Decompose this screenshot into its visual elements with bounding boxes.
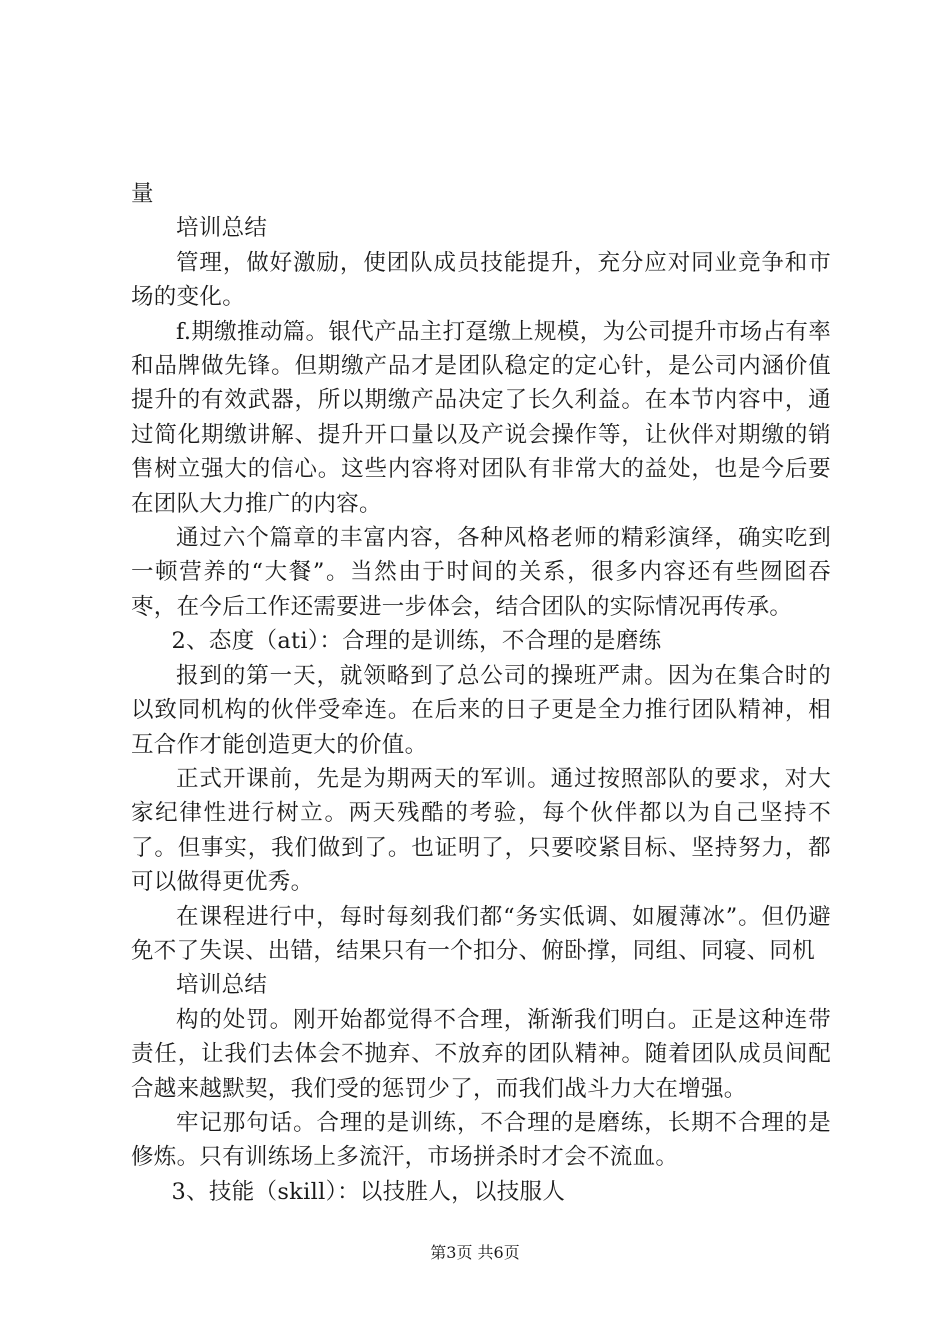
section-label-training-summary: 培训总结 xyxy=(176,215,268,242)
paragraph-course-progress: 在课程进行中，每时每刻我们都“务实低调、如履薄冰”。但仍避免不了失误、出错，结果只有一个扣分、俯卧撑，同组、同寝、同机 xyxy=(131,903,831,964)
page-footer: 第3页 共6页 xyxy=(430,1243,520,1262)
heading-attitude: 2、态度（ati）：合理的是训练，不合理的是磨练 xyxy=(171,628,662,655)
paragraph-punishment: 构的处罚。刚开始都觉得不合理，渐渐我们明白。正是这种连带责任，让我们去体会不抛弃、不放弃的团队精神。随着团队成员间配合越来越默契，我们受的惩罚少了，而我们战斗力大在增强。 xyxy=(131,1006,831,1102)
paragraph-military-training: 正式开课前，先是为期两天的军训。通过按照部队的要求，对大家纪律性进行树立。两天残酷的考验，每个伙伴都以为自己坚持不了。但事实，我们做到了。也证明了，只要咬紧目标、坚持努力，都可以做得更优秀。 xyxy=(131,765,831,896)
paragraph-periodic-payment: f.期缴推动篇。银代产品主打趸缴上规模，为公司提升市场占有率和品牌做先锋。但期缴产品才是团队稳定的定心针，是公司内涵价值提升的有效武器，所以期缴产品决定了长久利益。在本节内容中，通过简化期缴讲解、提升开口量以及产说会操作等，让伙伴对期缴的销售树立强大的信心。这些内容将对团队有非常大的益处，也是今后要在团队大力推广的内容。 xyxy=(131,318,831,517)
heading-skill: 3、技能（skill）：以技胜人，以技服人 xyxy=(171,1178,566,1205)
paragraph-first-day: 报到的第一天，就领略到了总公司的操班严肃。因为在集合时的以致同机构的伙伴受牵连。在后来的日子更是全力推行团队精神，相互合作才能创造更大的价值。 xyxy=(131,662,831,758)
paragraph-continuation: 量 xyxy=(131,181,154,207)
section-label-training-summary-2: 培训总结 xyxy=(176,972,268,999)
paragraph-six-chapters: 通过六个篇章的丰富内容，各种风格老师的精彩演绎，确实吃到一顿营养的“大餐”。当然由于时间的关系，很多内容还有些囫囵吞枣，在今后工作还需要进一步体会，结合团队的实际情况再传承。 xyxy=(131,525,831,620)
paragraph-remember: 牢记那句话。合理的是训练，不合理的是磨练，长期不合理的是修炼。只有训练场上多流汗，市场拼杀时才会不流血。 xyxy=(131,1109,831,1171)
document-body xyxy=(131,177,831,1209)
paragraph-management: 管理，做好激励，使团队成员技能提升，充分应对同业竞争和市场的变化。 xyxy=(131,249,831,311)
